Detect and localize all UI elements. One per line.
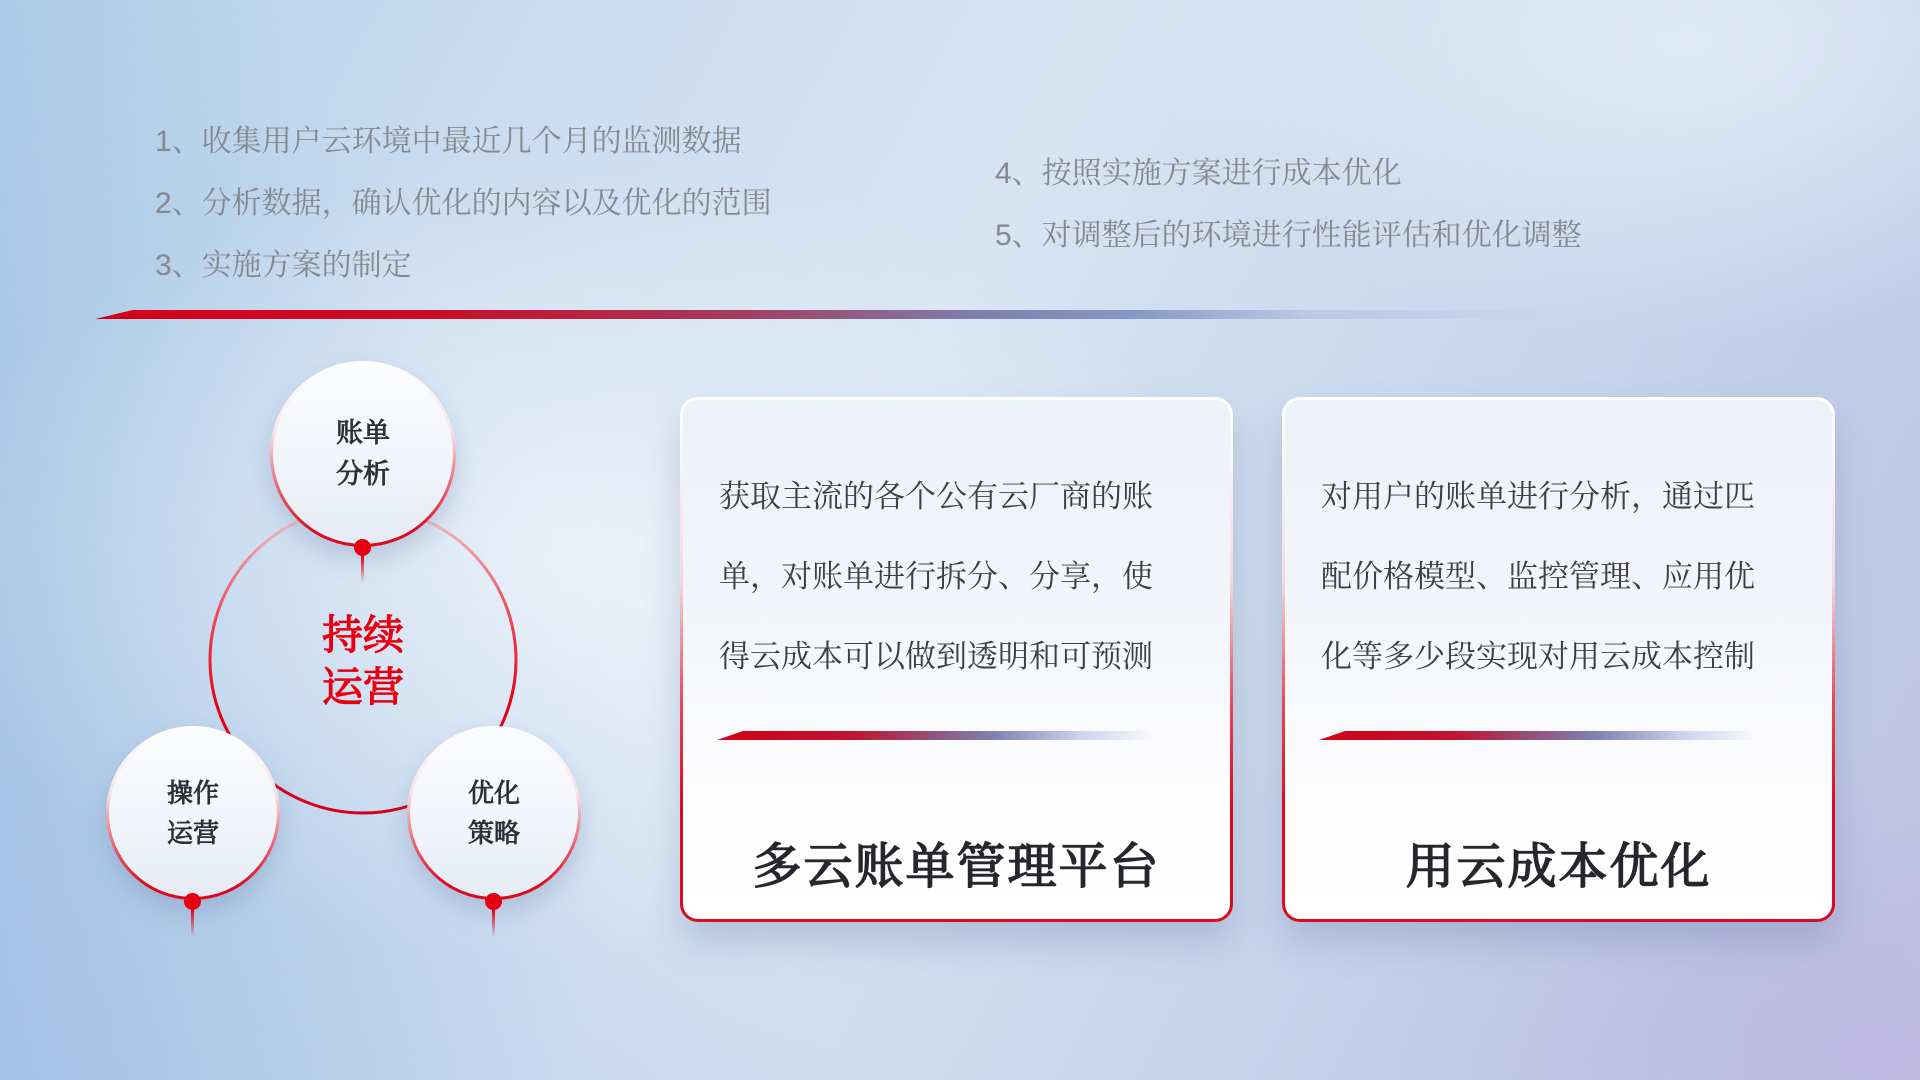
card-billing-body <box>719 457 1201 697</box>
diagram-center-line1: 持续 <box>322 612 404 658</box>
card-billing-line2: 单，对账单进行拆分、分享，使 <box>719 559 1153 594</box>
card-cost-divider <box>1319 731 1771 740</box>
diagram-center-line2: 运营 <box>322 664 404 710</box>
node-pin-tail-bottom-right <box>492 910 495 937</box>
step-item-2: 2、分析数据，确认优化的内容以及优化的范围 <box>155 187 772 220</box>
diagram-node-billing-analysis <box>270 361 456 547</box>
node-pin-dot-bottom-left <box>184 893 201 910</box>
node-pin-dot-top <box>354 539 371 556</box>
card-billing-platform <box>680 397 1233 922</box>
node-bl-line1: 操作 <box>166 778 219 808</box>
step-item-4: 4、按照实施方案进行成本优化 <box>995 157 1402 190</box>
card-cost-title: 用云成本优化 <box>1405 840 1712 894</box>
card-cost-line2: 配价格模型、监控管理、应用优 <box>1321 559 1755 594</box>
step-item-3: 3、实施方案的制定 <box>155 249 412 282</box>
diagram-node-billing-analysis-label <box>273 364 453 544</box>
card-billing-platform-inner <box>683 400 1230 919</box>
step-item-1: 1、收集用户云环境中最近几个月的监测数据 <box>155 125 742 158</box>
card-cost-optimization-inner <box>1285 400 1832 919</box>
node-top-line2: 分析 <box>336 459 390 489</box>
card-cost-line1: 对用户的账单进行分析，通过匹 <box>1321 479 1755 514</box>
diagram-node-strategy-label <box>410 729 578 897</box>
steps-list-right <box>995 153 1582 256</box>
card-billing-title: 多云账单管理平台 <box>752 840 1161 894</box>
node-pin-tail-bottom-left <box>191 910 194 937</box>
diagram-node-operation-label <box>109 729 277 897</box>
card-cost-body <box>1321 457 1803 697</box>
card-cost-line3: 化等多少段实现对用云成本控制 <box>1321 639 1755 674</box>
accent-divider <box>95 310 1611 319</box>
node-pin-dot-bottom-right <box>485 893 502 910</box>
diagram-center-label <box>263 609 463 713</box>
diagram-node-operation <box>106 726 280 900</box>
card-billing-line3: 得云成本可以做到透明和可预测 <box>719 639 1153 674</box>
step-item-5: 5、对调整后的环境进行性能评估和优化调整 <box>995 219 1582 252</box>
diagram-node-strategy <box>407 726 581 900</box>
card-billing-line1: 获取主流的各个公有云厂商的账 <box>719 479 1153 514</box>
card-billing-divider <box>717 731 1169 740</box>
node-pin-tail-top <box>361 556 364 583</box>
node-br-line1: 优化 <box>467 778 520 808</box>
node-top-line1: 账单 <box>336 418 390 448</box>
steps-list-left <box>155 121 772 286</box>
node-bl-line2: 运营 <box>166 818 219 848</box>
card-cost-optimization <box>1282 397 1835 922</box>
node-br-line2: 策略 <box>467 818 520 848</box>
